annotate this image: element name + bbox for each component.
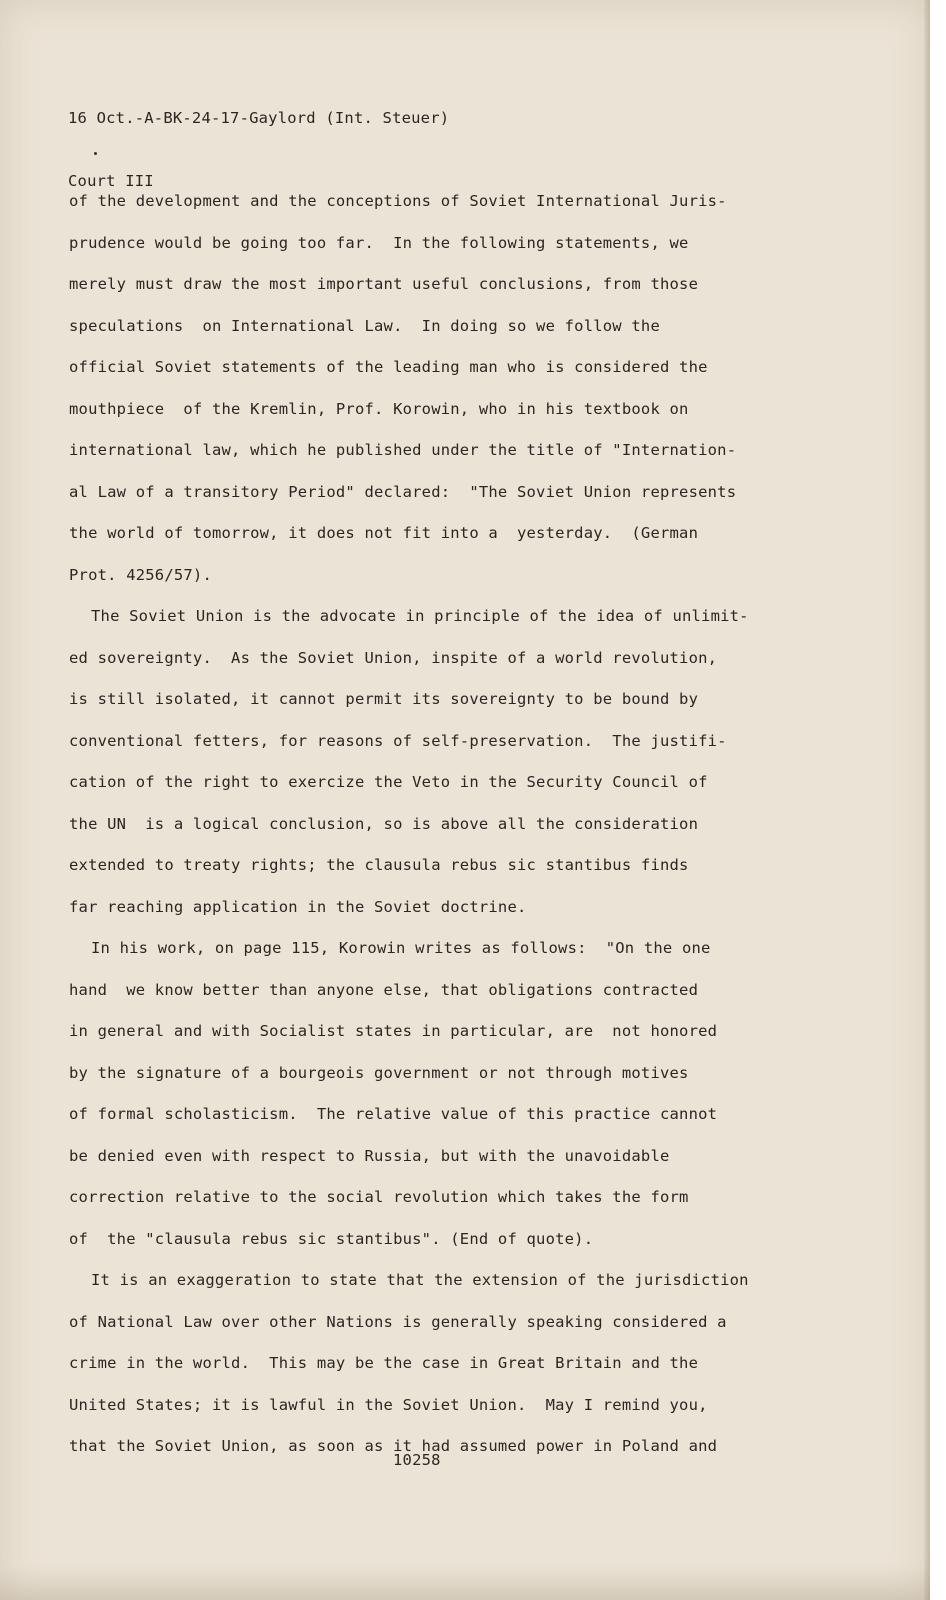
text-line: al Law of a transitory Period" declared: "The Soviet Union represents [69,482,737,501]
text-line: international law, which he published under the title of "Internation- [69,441,737,459]
body-text [69,188,809,1475]
header-court-line: Court III [68,172,154,190]
text-line: the UN is a logical conclusion, so is above all the consideration [69,814,699,833]
text-line: by the signature of a bourgeois government or not through motives [69,1063,689,1082]
text-line: of the "clausula rebus sic stantibus". (End of quote). [69,1229,594,1248]
text-line: of National Law over other Nations is generally speaking considered a [69,1312,727,1331]
text-line: correction relative to the social revolution which takes the form [69,1188,689,1206]
scan-margin [930,0,946,1600]
text-line: prudence would be going too far. In the following statements, we [69,233,689,252]
text-line: The Soviet Union is the advocate in principle of the idea of unlimit- [91,607,749,625]
text-line: It is an exaggeration to state that the extension of the jurisdiction [91,1271,749,1289]
text-line: hand we know better than anyone else, that obligations contracted [69,980,699,999]
text-line: speculations on International Law. In doing so we follow the [69,316,660,335]
text-line: Prot. 4256/57). [69,565,212,584]
text-line: of formal scholasticism. The relative value of this practice cannot [69,1105,718,1123]
text-line: merely must draw the most important useful conclusions, from those [69,275,699,293]
text-line: that the Soviet Union, as soon as it had assumed power in Poland and [69,1437,718,1455]
text-line: In his work, on page 115, Korowin writes as follows: "On the one [91,939,711,957]
text-line: of the development and the conceptions of Soviet International Juris- [69,192,727,210]
text-line: crime in the world. This may be the case in Great Britain and the [69,1354,699,1372]
text-line: in general and with Socialist states in particular, are not honored [69,1022,718,1040]
page-bottom-shadow [0,1565,930,1600]
text-line: official Soviet statements of the leading man who is considered the [69,358,708,376]
text-line: is still isolated, it cannot permit its sovereignty to be bound by [69,690,699,708]
text-line: United States; it is lawful in the Soviet Union. May I remind you, [69,1395,708,1414]
header-session-line: 16 Oct.-A-BK-24-17-Gaylord (Int. Steuer) [68,109,450,127]
text-line: conventional fetters, for reasons of self-preservation. The justifi- [69,731,727,750]
stray-mark [94,152,97,155]
page-number: 10258 [393,1451,441,1469]
text-line: cation of the right to exercize the Veto in the Security Council of [69,773,708,791]
text-line: ed sovereignty. As the Soviet Union, inspite of a world revolution, [69,648,718,667]
text-line: extended to treaty rights; the clausula rebus sic stantibus finds [69,856,689,874]
text-line: mouthpiece of the Kremlin, Prof. Korowin, who in his textbook on [69,399,689,418]
text-line: the world of tomorrow, it does not fit into a yesterday. (German [69,524,699,542]
text-line: far reaching application in the Soviet doctrine. [69,897,527,916]
text-line: be denied even with respect to Russia, but with the unavoidable [69,1146,670,1165]
